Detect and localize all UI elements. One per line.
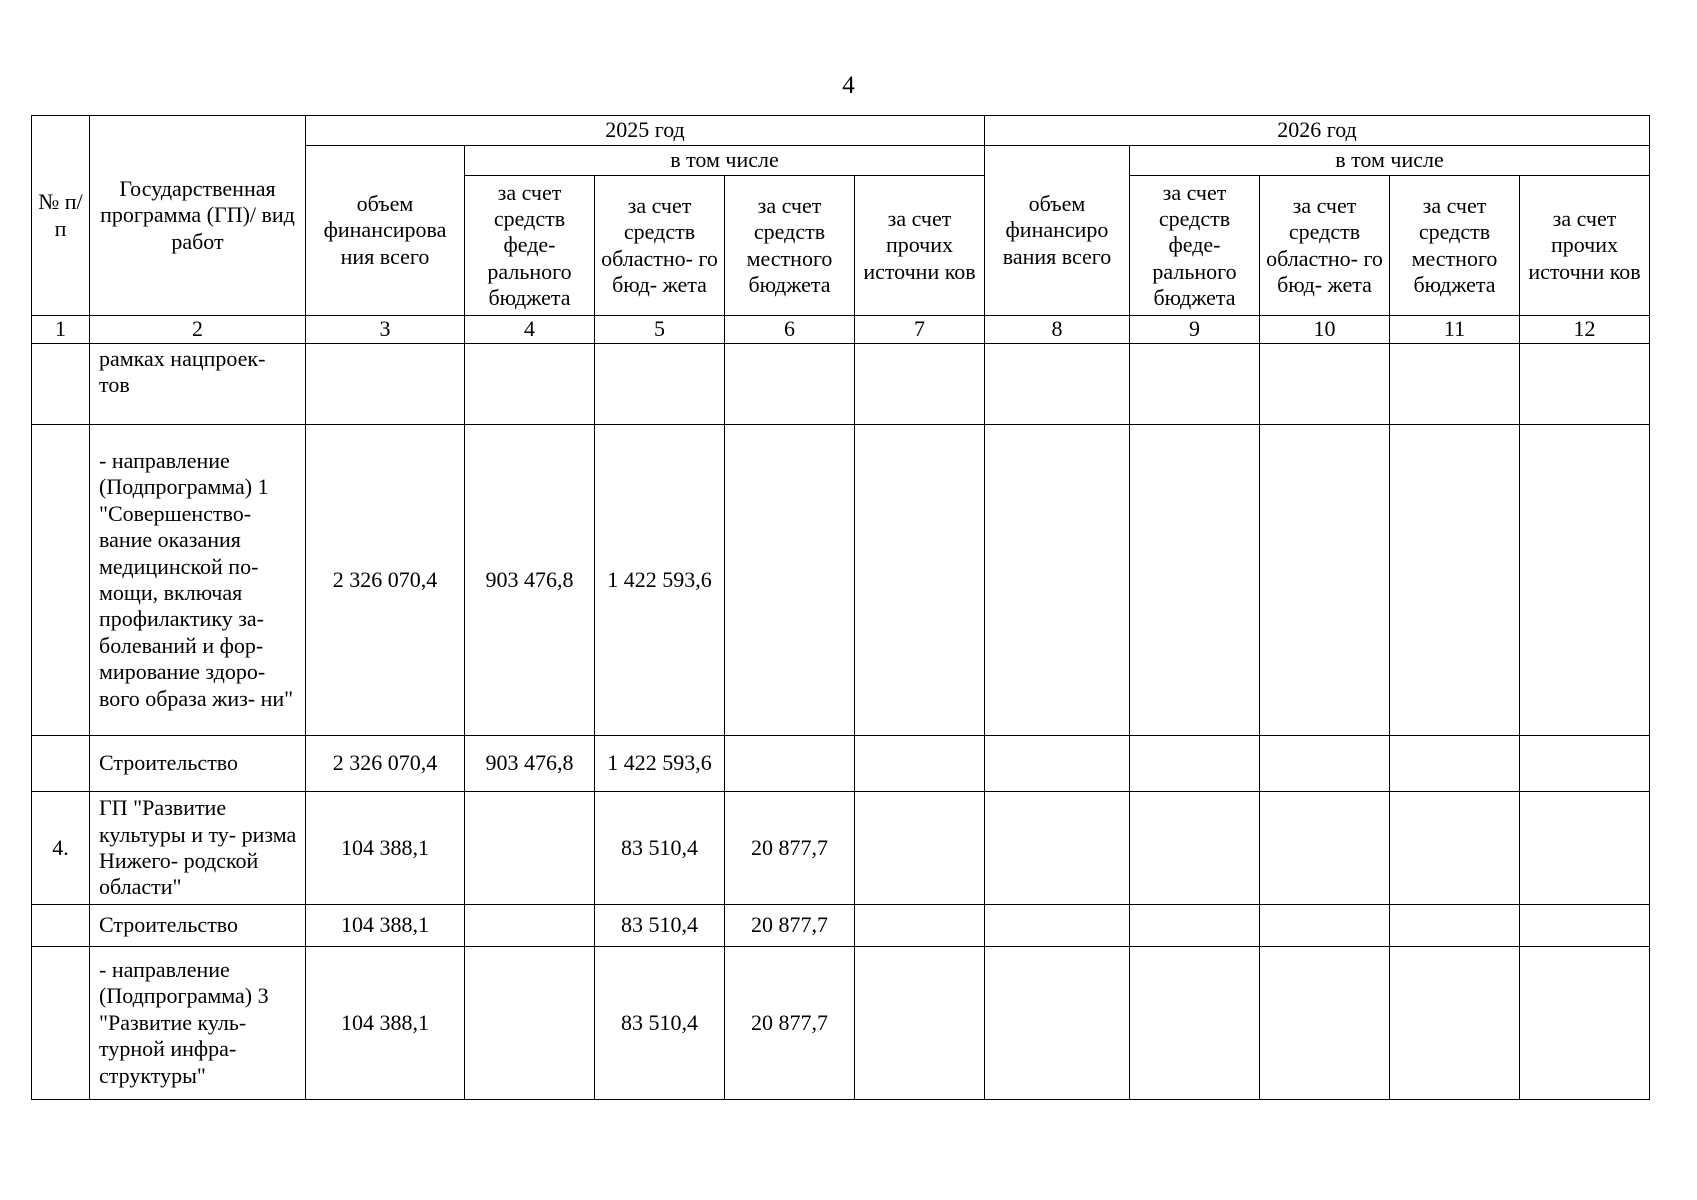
row-regional: 83 510,4 [595,905,725,947]
empty-cell [1390,736,1520,792]
row-other [855,425,985,736]
empty-cell [1260,344,1390,425]
empty-cell [1260,425,1390,736]
row-num [32,736,90,792]
table-row [32,947,1650,1100]
empty-cell [1130,736,1260,792]
column-number-row [32,316,1650,344]
column-number: 5 [595,316,725,344]
column-number: 2 [90,316,306,344]
row-total: 104 388,1 [306,792,465,905]
row-local [725,344,855,425]
empty-cell [1520,736,1650,792]
header-volume-total-2026: объем финансиро вания всего [985,146,1130,316]
empty-cell [985,947,1130,1100]
empty-cell [1520,344,1650,425]
empty-cell [1260,905,1390,947]
row-total [306,344,465,425]
empty-cell [1390,947,1520,1100]
row-federal: 903 476,8 [465,736,595,792]
empty-cell [985,905,1130,947]
row-local: 20 877,7 [725,792,855,905]
column-number: 7 [855,316,985,344]
row-num [32,905,90,947]
row-other [855,947,985,1100]
row-federal [465,344,595,425]
row-local: 20 877,7 [725,947,855,1100]
row-other [855,905,985,947]
row-num [32,425,90,736]
budget-table [31,115,1650,1100]
header-local-2025: за счет средств местного бюджета [725,176,855,316]
empty-cell [1520,947,1650,1100]
row-other [855,736,985,792]
empty-cell [1130,905,1260,947]
empty-cell [1390,905,1520,947]
empty-cell [985,344,1130,425]
header-year-2026: 2026 год [985,116,1650,146]
column-number: 3 [306,316,465,344]
header-local-2026: за счет средств местного бюджета [1390,176,1520,316]
empty-cell [1130,947,1260,1100]
row-other [855,792,985,905]
row-local: 20 877,7 [725,905,855,947]
header-row-years [32,116,1650,146]
header-regional-2026: за счет средств областно- го бюд- жета [1260,176,1390,316]
row-federal [465,792,595,905]
empty-cell [1260,947,1390,1100]
header-other-2026: за счет прочих источни ков [1520,176,1650,316]
header-in-total-2025: в том числе [465,146,985,176]
row-local [725,736,855,792]
header-year-2025: 2025 год [306,116,985,146]
header-col-num: № п/п [32,116,90,316]
header-col-program: Государственная программа (ГП)/ вид работ [90,116,306,316]
table-row [32,905,1650,947]
empty-cell [985,425,1130,736]
row-name: ГП "Развитие культуры и ту- ризма Нижего- родской области" [90,792,306,905]
empty-cell [1520,425,1650,736]
empty-cell [1260,792,1390,905]
row-name: рамках нацпроек- тов [90,344,306,425]
table-row [32,736,1650,792]
column-number: 1 [32,316,90,344]
header-other-2025: за счет прочих источни ков [855,176,985,316]
empty-cell [985,792,1130,905]
table-row [32,344,1650,425]
row-num [32,947,90,1100]
row-name: Строительство [90,905,306,947]
header-in-total-2026: в том числе [1130,146,1650,176]
row-regional: 83 510,4 [595,947,725,1100]
column-number: 6 [725,316,855,344]
row-num: 4. [32,792,90,905]
empty-cell [1130,344,1260,425]
column-number: 12 [1520,316,1650,344]
empty-cell [1130,425,1260,736]
column-number: 9 [1130,316,1260,344]
row-federal: 903 476,8 [465,425,595,736]
empty-cell [1520,792,1650,905]
column-number: 8 [985,316,1130,344]
row-total: 104 388,1 [306,947,465,1100]
column-number: 4 [465,316,595,344]
page-number: 4 [842,72,855,99]
row-regional [595,344,725,425]
header-federal-2026: за счет средств феде- рального бюджета [1130,176,1260,316]
header-volume-total-2025: объем финансирова ния всего [306,146,465,316]
table-row [32,425,1650,736]
row-federal [465,905,595,947]
row-other [855,344,985,425]
empty-cell [1520,905,1650,947]
row-num [32,344,90,425]
row-total: 2 326 070,4 [306,425,465,736]
row-total: 2 326 070,4 [306,736,465,792]
row-name: - направление (Подпрограмма) 1 "Совершенство- вание оказания медицинской по- мощи, включая профилактику за- болеваний и фор- мирование здоро- вого образа жиз- ни" [90,425,306,736]
empty-cell [1390,425,1520,736]
empty-cell [1130,792,1260,905]
header-regional-2025: за счет средств областно- го бюд- жета [595,176,725,316]
column-number: 10 [1260,316,1390,344]
empty-cell [985,736,1130,792]
row-name: Строительство [90,736,306,792]
empty-cell [1390,344,1520,425]
row-regional: 83 510,4 [595,792,725,905]
row-total: 104 388,1 [306,905,465,947]
header-federal-2025: за счет средств феде- рального бюджета [465,176,595,316]
empty-cell [1260,736,1390,792]
row-regional: 1 422 593,6 [595,425,725,736]
row-regional: 1 422 593,6 [595,736,725,792]
row-local [725,425,855,736]
row-name: - направление (Подпрограмма) 3 "Развитие куль- турной инфра- структуры" [90,947,306,1100]
table-row [32,792,1650,905]
column-number: 11 [1390,316,1520,344]
empty-cell [1390,792,1520,905]
row-federal [465,947,595,1100]
